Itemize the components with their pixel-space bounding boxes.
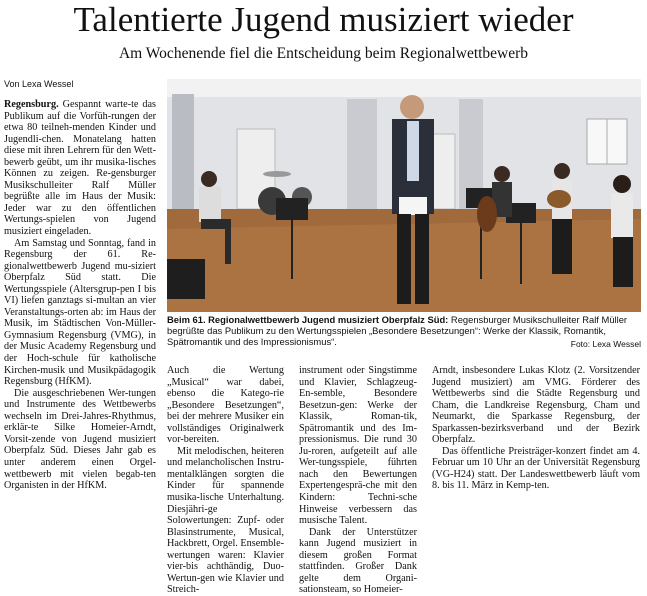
- byline: Von Lexa Wessel: [4, 79, 74, 89]
- paragraph: Mit melodischen, heiteren und melancholischen Instru-mentalklängen sorgten die Kinder für spannende musika-lische Unterhaltung. Diesjähri-ge Solowertungen: Zupf- oder Blasinstrumente, Musical, Hackbrett, Orgel. Ensemble-wertungen waren: Klavier vier-bis achthändig, Duo-Wertun-gen wie Klavier und Streich-: [167, 445, 284, 596]
- photo-illustration: [167, 79, 641, 312]
- paragraph: Dank der Unterstützer kann Jugend musiziert in diesem großen Format stattfinden. Großer Dank gelte dem Organi-sationsteam, so Homeier-: [299, 526, 417, 596]
- photo-credit: Foto: Lexa Wessel: [570, 339, 641, 349]
- paragraph: Am Samstag und Sonntag, fand in Regensburg der 61. Re-gionalwettbewerb Jugend mu-siziert Oberpfalz Süd statt. Die Wertungsspiele (Altersgrup-pen I bis VI) liefen ganztags si-multan an vier Veranstaltungs-orten ab: im Haus der Musik, im Städtischen Von-Müller-Gymnasium Regensburg (VMG), in der Music Academy Regensburg und der Hoch-schule für katholische Kirchen-musik und Musikpädagogik Regensburg (HfKM).: [4, 237, 156, 388]
- paragraph: Die ausgeschriebenen Wer-tungen und Instrumente des Wettbewerbs wechseln im Drei-Jahres-Rhythmus, erklär-te Silke Homeier-Arndt, Vorsit-zende von Jugend musiziert Oberpfalz Süd. Dieses Jahr gab es unter anderem einen Orgel-wettbewerb mit vielen begab-ten Organisten in der HfKM.: [4, 387, 156, 492]
- article-column-3: [299, 365, 417, 596]
- caption-text: Regensburger Musikschulleiter Ralf Müller begrüßte das Publikum zu den Wertungsspielen „Besondere Besetzungen“: Werke der Klassik, Romantik, Spätromantik und des Impressionismus“.: [167, 314, 628, 347]
- caption-lead: Beim 61. Regionalwettbewerb Jugend musiziert Oberpfalz Süd:: [167, 314, 449, 325]
- paragraph: Auch die Wertung „Musical“ war dabei, ebenso die Katego-rie „Besondere Besetzungen“, bei der mehrere Musiker ein vollständiges Originalwerk vor-bereiten.: [167, 365, 284, 446]
- article-column-4: [432, 365, 640, 492]
- headline: Talentierte Jugend musiziert wieder: [73, 0, 574, 39]
- article-column-1: [4, 99, 156, 492]
- paragraph: instrument oder Singstimme und Klavier, Schlagzeug-En-semble, Besondere Besetzun-gen: Werke der Klassik, Roman-tik, Spätromantik und des Im-pressionismus. Die rund 30 Ju-roren, aufgeteilt auf alle Wer-tungsspiele, führten nach den Bewertungen Expertengesprä-che mit den Kindern: Techni-sche Hinweise verbessern das musische Talent.: [299, 365, 417, 527]
- paragraph-text: Gespannt warte-te das Publikum auf die Vorfüh-rungen der etwa 80 teilneh-menden Kinder und Jugendli-chen. Monatelang hatten diese mit ihren Lehrern für den Wett-bewerb geübt, um ihr musika-lisches Können zu zeigen. Re-gensburger Musikschulleiter Ralf Müller begrüßte alle im Haus der Musik: Jeder war zu den öffentlichen Wertungs-spielen von Jugend musiziert eingeladen.: [4, 99, 156, 238]
- paragraph: Das öffentliche Preisträger-konzert findet am 4. Februar um 10 Uhr an der Universität Regensburg (VG-H24) statt. Der Landeswettbewerb läuft vom 8. bis 11. März in Kemp-ten.: [432, 445, 640, 492]
- paragraph: [4, 99, 156, 238]
- paragraph: Arndt, insbesondere Lukas Klotz (2. Vorsitzender Jugend musiziert) am VMG. Förderer des Wettbewerbs sind die Städte Regensburg und Cham, die Landkreise Regensburg, Cham und Neumarkt, die Sparkasse Regensburg, der Sparkassen-bezirksverband und der Bezirk Oberpfalz.: [432, 365, 640, 446]
- subheadline: Am Wochenende fiel die Entscheidung beim Regionalwettbewerb: [118, 45, 529, 62]
- dateline: Regensburg.: [4, 99, 59, 110]
- concert-photo: [167, 79, 641, 312]
- article-column-2: [167, 365, 284, 596]
